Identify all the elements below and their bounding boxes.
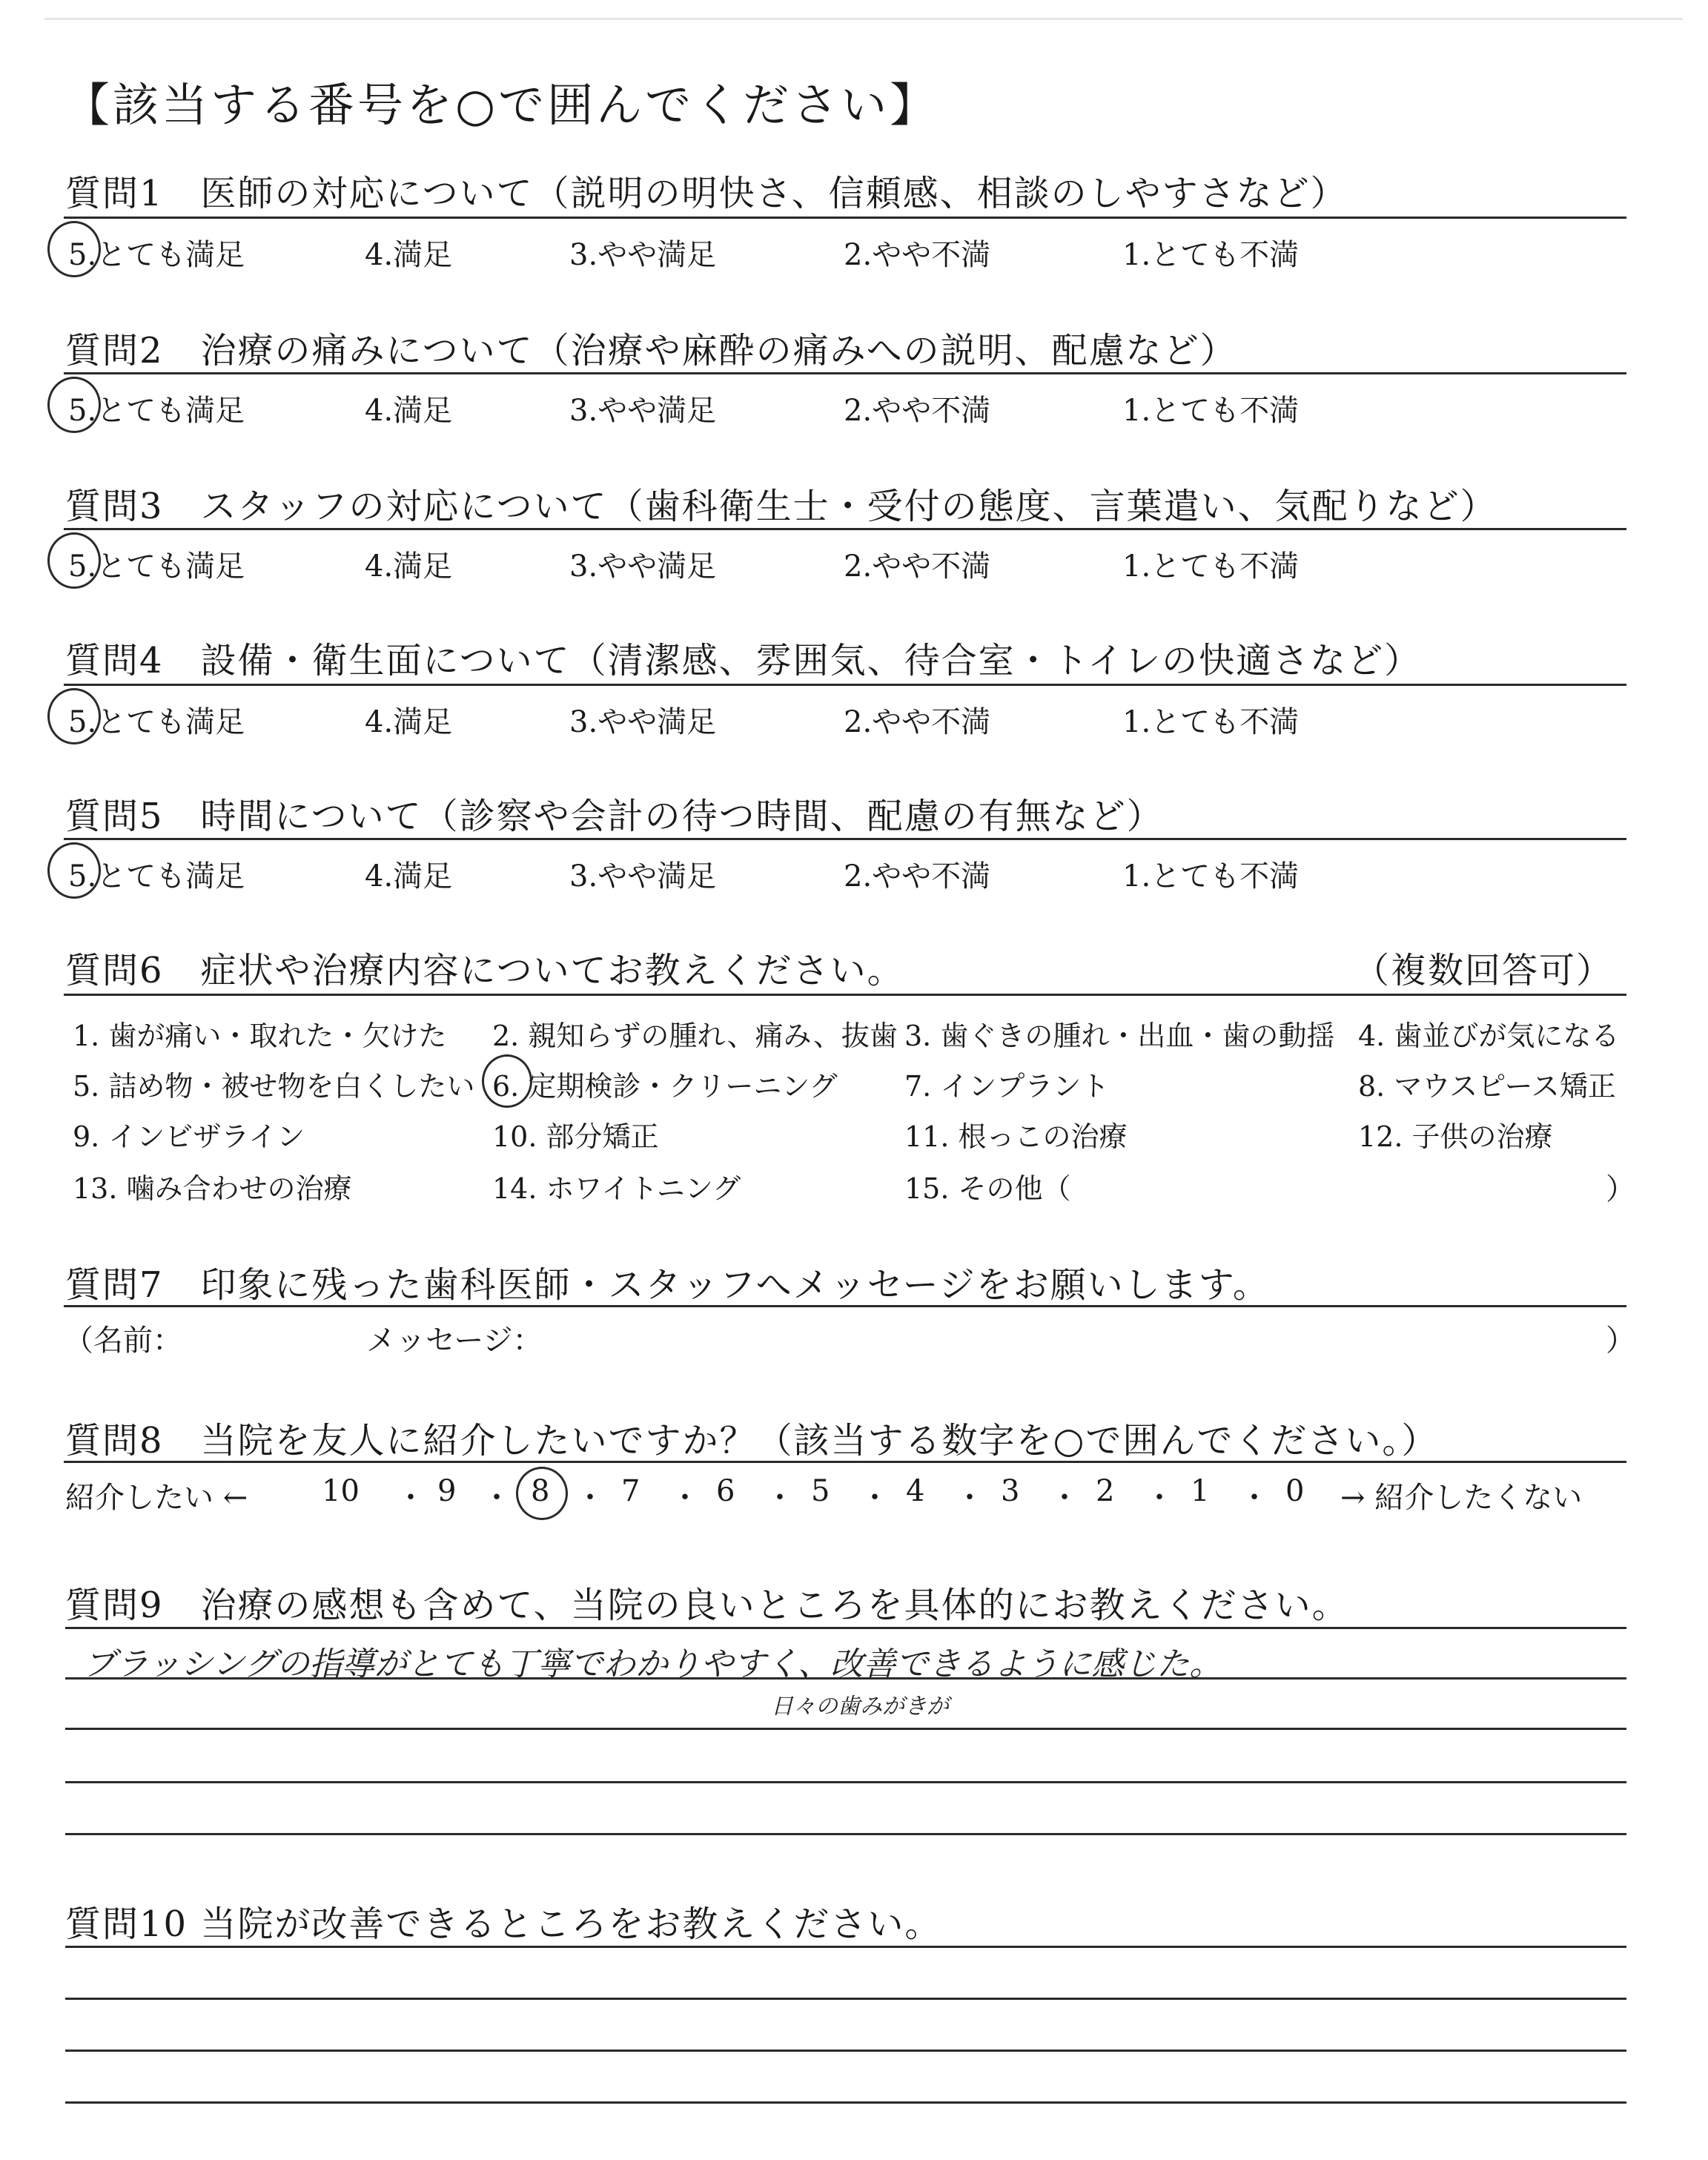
q2-option-2[interactable]: 2.やや不満 [844,394,991,428]
q1-selected-circle [47,221,101,277]
q8-scale-10[interactable]: 10 [322,1474,360,1508]
q2-option-3[interactable]: 3.やや満足 [569,394,717,428]
page-header: 【該当する番号を○で囲んでください】 [64,78,939,132]
q5-selected-circle [47,842,101,899]
q6-item-3[interactable]: 3. 歯ぐきの腫れ・出血・歯の動揺 [904,1020,1335,1052]
q8-scale-0[interactable]: 0 [1285,1474,1305,1508]
q6-note: （複数回答可） [1354,950,1614,991]
q5-option-5[interactable]: 5.とても満足 [68,859,245,894]
scan-edge-line [44,18,1683,20]
q8-sep: ・ [955,1481,984,1515]
q6-item-8[interactable]: 8. マウスピース矯正 [1358,1070,1616,1103]
q7-message-label[interactable]: メッセージ： [366,1324,543,1358]
q3-option-1[interactable]: 1.とても不満 [1122,549,1300,584]
q7-rule [64,1305,1626,1307]
q6-item-12[interactable]: 12. 子供の治療 [1358,1120,1553,1153]
q8-sep: ・ [482,1481,512,1515]
q6-item-4[interactable]: 4. 歯並びが気になる [1358,1020,1620,1052]
q2-title: 質問2 治療の痛みについて（治療や麻酔の痛みへの説明、配慮など） [65,330,1237,371]
q6-item-10[interactable]: 10. 部分矯正 [492,1120,659,1153]
q7-name-label[interactable]: （名前： [64,1324,182,1358]
q6-close-paren: ） [1606,1172,1635,1206]
q7-close-paren: ） [1606,1324,1635,1358]
q8-scale-6[interactable]: 6 [716,1474,735,1508]
q6-rule [64,994,1626,996]
q6-item-5[interactable]: 5. 詰め物・被せ物を白くしたい [73,1070,475,1103]
q8-scale-1[interactable]: 1 [1191,1474,1210,1508]
q8-rule [64,1461,1626,1463]
q2-option-1[interactable]: 1.とても不満 [1122,394,1300,428]
q4-selected-circle [47,688,101,744]
q2-selected-circle [47,377,101,433]
q1-option-1[interactable]: 1.とても不満 [1122,238,1300,272]
q3-title: 質問3 スタッフの対応について（歯科衛生士・受付の態度、言葉遣い、気配りなど） [65,486,1497,527]
q8-sep: ・ [860,1481,890,1515]
q6-selected-circle [482,1054,532,1108]
q8-scale-2[interactable]: 2 [1096,1474,1115,1508]
q4-title: 質問4 設備・衛生面について（清潔感、雰囲気、待合室・トイレの快適さなど） [65,640,1422,681]
q10-write-line-3 [65,2050,1626,2052]
q3-selected-circle [47,532,101,589]
q5-option-4[interactable]: 4.満足 [365,859,453,894]
q9-title: 質問9 治療の感想も含めて、当院の良いところを具体的にお教えください。 [65,1585,1349,1626]
q6-item-13[interactable]: 13. 噛み合わせの治療 [73,1172,352,1205]
q8-scale-7[interactable]: 7 [621,1474,640,1508]
q5-title: 質問5 時間について（診察や会計の待つ時間、配慮の有無など） [65,796,1164,837]
q8-scale-4[interactable]: 4 [906,1474,925,1508]
q9-handwritten-answer: ブラッシングの指導がとても丁寧でわかりやすく、改善できるように感じた。 [83,1645,1222,1683]
q9-write-line-1 [65,1627,1626,1629]
q9-write-line-3 [65,1728,1626,1730]
q6-item-9[interactable]: 9. インビザライン [73,1120,305,1153]
q10-title: 質問10 当院が改善できるところをお教えください。 [65,1903,942,1945]
q2-rule [64,372,1626,374]
q8-title: 質問8 当院を友人に紹介したいですか？（該当する数字を○で囲んでください。） [65,1420,1439,1462]
q5-option-3[interactable]: 3.やや満足 [569,859,717,894]
q4-option-5[interactable]: 5.とても満足 [68,705,245,739]
q8-scale-9[interactable]: 9 [437,1474,457,1508]
q8-sep: ・ [575,1481,605,1515]
q4-option-4[interactable]: 4.満足 [365,705,453,739]
q10-write-line-2 [65,1998,1626,2000]
q6-title: 質問6 症状や治療内容についてお教えください。 [65,950,904,991]
q3-option-2[interactable]: 2.やや不満 [844,549,991,584]
q9-write-line-2 [65,1677,1626,1680]
q8-scale-3[interactable]: 3 [1001,1474,1020,1508]
q5-option-1[interactable]: 1.とても不満 [1122,859,1300,894]
q10-write-line-1 [65,1946,1626,1948]
q4-option-3[interactable]: 3.やや満足 [569,705,717,739]
q6-item-2[interactable]: 2. 親知らずの腫れ、痛み、抜歯 [492,1020,898,1052]
q6-item-15[interactable]: 15. その他（ [904,1172,1071,1205]
q4-option-2[interactable]: 2.やや不満 [844,705,991,739]
q1-option-2[interactable]: 2.やや不満 [844,238,991,272]
q1-option-4[interactable]: 4.満足 [365,238,453,272]
q3-option-4[interactable]: 4.満足 [365,549,453,584]
q1-option-5[interactable]: 5.とても満足 [68,238,245,272]
q8-sep: ・ [670,1481,700,1515]
q9-write-line-5 [65,1833,1626,1835]
q6-item-6[interactable]: 6. 定期検診・クリーニング [492,1070,838,1103]
q8-sep: ・ [1145,1481,1174,1515]
q1-title: 質問1 医師の対応について（説明の明快さ、信頼感、相談のしやすさなど） [65,173,1348,214]
q8-sep: ・ [396,1481,426,1515]
q8-left-label: 紹介したい ← [65,1481,248,1515]
q8-scale-5[interactable]: 5 [811,1474,830,1508]
q1-option-3[interactable]: 3.やや満足 [569,238,717,272]
q10-write-line-4 [65,2101,1626,2104]
q6-item-14[interactable]: 14. ホワイトニング [492,1172,741,1205]
q4-option-1[interactable]: 1.とても不満 [1122,705,1300,739]
q4-rule [64,684,1626,686]
q9-write-line-4 [65,1781,1626,1783]
q6-item-11[interactable]: 11. 根っこの治療 [904,1120,1128,1153]
q3-option-5[interactable]: 5.とても満足 [68,549,245,584]
q1-rule [64,217,1626,219]
q6-item-7[interactable]: 7. インプラント [904,1070,1110,1103]
q5-option-2[interactable]: 2.やや不満 [844,859,991,894]
q9-handwritten-insert: 日々の歯みがきが [771,1694,949,1720]
q3-rule [64,528,1626,530]
q5-rule [64,838,1626,840]
q2-option-5[interactable]: 5.とても満足 [68,394,245,428]
q8-scale-8[interactable]: 8 [531,1474,550,1508]
q8-sep: ・ [765,1481,795,1515]
q6-item-1[interactable]: 1. 歯が痛い・取れた・欠けた [73,1020,447,1052]
q3-option-3[interactable]: 3.やや満足 [569,549,717,584]
q8-selected-circle [516,1467,568,1520]
q8-sep: ・ [1239,1481,1269,1515]
q2-option-4[interactable]: 4.満足 [365,394,453,428]
q7-title: 質問7 印象に残った歯科医師・スタッフへメッセージをお願いします。 [65,1264,1270,1306]
q8-right-label: → 紹介したくない [1340,1481,1583,1515]
q8-sep: ・ [1050,1481,1079,1515]
